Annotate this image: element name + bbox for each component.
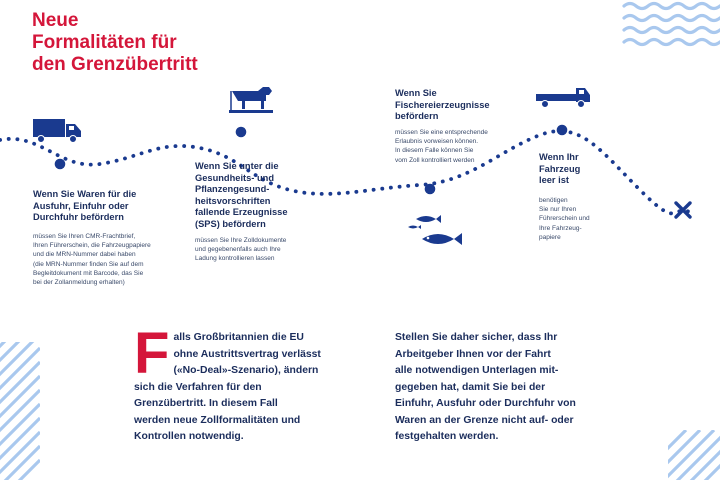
paragraph-line: Einfuhr, Ausfuhr oder Durchfuhr von	[395, 398, 576, 409]
step-body-line: Ihre Fahrzeug-	[539, 224, 582, 232]
advice-paragraph	[395, 330, 593, 446]
step-title-line: leer ist	[539, 175, 569, 186]
paragraph-line: Grenzübertritt. In diesem Fall	[134, 398, 278, 409]
title-line: den Grenzübertritt	[32, 54, 198, 75]
stop-marker	[236, 127, 247, 138]
step-body-line: und gegebenenfalls auch Ihre	[195, 246, 281, 254]
step-body	[33, 232, 213, 287]
step-body-line: müssen Sie eine entsprechende	[395, 129, 488, 136]
step-body-line: Begleitdokument mit Barcode, das Sie	[33, 269, 144, 277]
step-body-line: In diesem Falle können Sie	[395, 147, 474, 155]
step-title	[539, 152, 609, 187]
step-body-line: vom Zoll kontrolliert werden	[395, 156, 475, 164]
step-body-line: und die MRN-Nummer dabei haben	[33, 251, 136, 259]
step-title-line: Durchfuhr befördern	[33, 212, 124, 223]
step-title-line: Fischereierzeugnisse	[395, 99, 490, 110]
step-body-line: müssen Sie Ihre Zolldokumente	[195, 237, 287, 244]
step-title-line: Ausfuhr, Einfuhr oder	[33, 200, 129, 211]
flatbed-truck-icon	[536, 84, 592, 112]
step-body-line: Ladung kontrollieren lassen	[195, 255, 275, 263]
truck-icon	[33, 117, 83, 145]
paragraph-line: alle notwendigen Unterlagen mit-	[395, 365, 559, 376]
step-body-line: papiere	[539, 233, 561, 241]
step-title-line: befördern	[395, 111, 439, 122]
intro-paragraph	[134, 321, 330, 446]
step-body-line: müssen Sie Ihren CMR-Frachtbrief,	[33, 233, 136, 240]
stripe-pattern-bottom-left	[0, 342, 40, 480]
step-title	[395, 88, 535, 123]
paragraph-line: Arbeitgeber Ihnen vor der Fahrt	[395, 348, 551, 360]
title-line: Neue	[32, 10, 79, 31]
step-title-line: (SPS) befördern	[195, 218, 266, 229]
step-title	[195, 161, 335, 231]
step-title-line: Wenn Sie	[395, 88, 437, 98]
step-body	[539, 196, 619, 242]
step-body-line: (die MRN-Nummer finden Sie auf dem	[33, 260, 144, 268]
stop-marker	[425, 184, 436, 195]
step-body-line: Erlaubnis vorweisen können.	[395, 138, 479, 146]
step-title	[33, 189, 203, 224]
step-title-line: Gesundheits- und	[195, 172, 275, 183]
paragraph-line: werden neue Zollformalitäten und	[134, 414, 301, 426]
step-title-line: Fahrzeug	[539, 163, 581, 174]
step-body-line: bei der Zollanmeldung erhalten)	[33, 279, 125, 287]
stop-marker	[557, 125, 568, 136]
stop-marker	[55, 159, 66, 170]
step-title-line: heitsvorschriften	[195, 195, 271, 206]
step-body	[395, 128, 535, 165]
paragraph-line: ohne Austrittsvertrag verlässt	[173, 348, 321, 360]
step-body-line: Führerschein und	[539, 215, 590, 223]
title-line: Formalitäten für	[32, 32, 177, 53]
step-title-line: Wenn Sie Waren für die	[33, 189, 137, 199]
paragraph-line: alls Großbritannien die EU	[173, 332, 304, 343]
paragraph-line: Stellen Sie daher sicher, dass Ihr	[395, 332, 558, 343]
paragraph-line: Waren an der Grenze nicht auf- oder	[395, 414, 574, 426]
step-title-line: Wenn Sie unter die	[195, 161, 279, 171]
fish-icon	[408, 212, 468, 248]
paragraph-line: sich die Verfahren für den	[134, 381, 262, 393]
dropcap: F	[134, 321, 170, 386]
stripe-pattern-bottom-right	[668, 430, 720, 480]
paragraph-line: gegeben hat, damit Sie bei der	[395, 381, 546, 393]
step-title-line: Wenn Ihr	[539, 152, 579, 162]
step-title-line: fallende Erzeugnisse	[195, 207, 288, 218]
paragraph-line: festgehalten werden.	[395, 431, 499, 442]
step-title-line: Pflanzengesund-	[195, 184, 270, 195]
step-body-line: Ihren Führerschein, die Fahrzeugpapiere	[33, 242, 151, 250]
step-body-line: Sie nur Ihren	[539, 206, 577, 214]
step-body-line: benötigen	[539, 197, 568, 204]
cow-truck-icon	[226, 83, 276, 117]
paragraph-line: Kontrollen notwendig.	[134, 431, 244, 442]
paragraph-line: («No-Deal»-Szenario), ändern	[173, 365, 319, 376]
step-body	[195, 236, 345, 264]
